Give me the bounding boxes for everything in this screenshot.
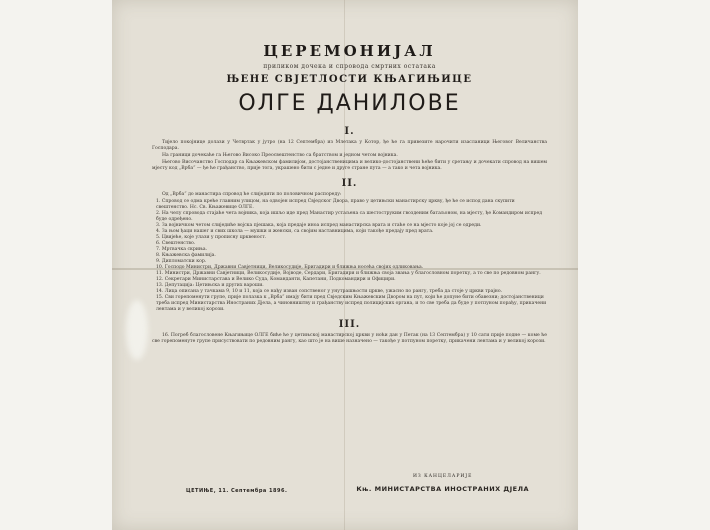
document-subtitle: приликом дочека и спровода смртних остатака bbox=[263, 63, 436, 70]
section-1-paragraph: Тијело покојнице долази у Четвртак у јутро (на 12 Септембра) из Млетака у Котор, ђе ће га привезите нарочити изасланици Његовог Величанства Господара. bbox=[152, 140, 547, 151]
section-1-paragraph: Његово Височанство Господар са Књажевском фамилијом, достојанственицима и велико-достојанствени ћеће бити у сретању и дочекати спровод на вишем мјесту код „Врба“ — ђе ће грађанство, прије тога, украшено бити с једне и друге стране пута — а тако и чета војника. bbox=[152, 160, 547, 171]
section-2-item: 7. Мртвачка скриња. bbox=[156, 247, 208, 252]
office-signature bbox=[356, 474, 529, 493]
section-2-item: 4. За њом ђаци нашег и свих школа — мушки и женски, са својим наставницима, који такође предају пред врата. bbox=[156, 229, 434, 234]
section-2-item: 1. Спровод се одма креће главним улицом, на одвојен испред Свједског Двора, право у цетињски манастирску цркву, ђе ће се испод дана скупити свештенство. Нс. Св. Књажевице ОЛГЕ. bbox=[156, 199, 515, 210]
section-1-paragraph: На граници дочекаће га Његово Високо Преосвештенство са братством и једном четом војника. bbox=[162, 153, 398, 158]
office-line-2: Књ. МИНИСТАРСТВА ИНОСТРАНИХ ДЈЕЛА bbox=[356, 485, 529, 493]
section-2-item: 3. За војничком четом слиједиће војска пјешака, која предаје иноа испред манастирска врата и стаће се на мјесто које јој се одреди. bbox=[156, 223, 482, 228]
document-footer bbox=[152, 466, 547, 506]
section-2-item: 9. Дипломатски кор. bbox=[156, 259, 207, 264]
section-2-item: 15. Сви горепоменути групе, прије полазка к „Врба“ имају бити пред Свједским Књажевским Двором на пут, који ће допуне бити обавезни; достојанственици треба испред Министарства Иностраних Дјела, а чиновништву и грађанству испред полицијских органа, и то све треба да буде у потпуном порађу, прикачени лентама и у великој корози. bbox=[156, 295, 547, 312]
section-3-paragraph: 16. Погреб благословене Књагињице ОЛГЕ биће ће у цетињској манастирској цркви у ноћи дан у Петак (на 13 Септембра) у 10 сати прије подне — коме ће све горепоменуте групе присуствовати по редовним рангу, као што је на више назначено — такође у потпуном поретку, прикачени лентама и у великој корози. bbox=[152, 333, 547, 344]
document-title-name: ОЛГЕ ДАНИЛОВЕ bbox=[238, 91, 461, 116]
document-title: ЦЕРЕМОНИЈАЛ bbox=[263, 42, 436, 60]
document-body bbox=[152, 34, 547, 346]
section-2-intro: Од „Врба“ до манастира спровод ће слиједити по половичном распореду: bbox=[162, 192, 342, 197]
section-2-item: 14. Лица описана у тачкама 9, 10 и 11, која се нађу изван сопственог у унутрашњости цркве, ужасно по рангу, треба да стоје у цркви трајно. bbox=[156, 289, 503, 294]
section-1-heading: I. bbox=[344, 126, 355, 137]
document-title-secondary: ЊЕНЕ СВЈЕТЛОСТИ КЊАГИЊИЦЕ bbox=[226, 74, 473, 85]
section-2-item: 6. Свештенство. bbox=[156, 241, 196, 246]
section-2-item: 10. Господо Министри, Државни Савјетници, Великосудије, Бригадири и ближња носећа својих одликовања. bbox=[156, 265, 424, 270]
document-sheet bbox=[112, 0, 578, 530]
section-2-item: 12. Секретари Министарстава и Велико Суда, Команданти, Капетани, Подкомандири и Официри. bbox=[156, 277, 396, 282]
section-2-item: 8. Књажевска фамилија. bbox=[156, 253, 216, 258]
section-2-item: 11. Министри, Државни Савјетници, Великосудије, Војводе, Сердари, Бригадири и ближња своја звања у благословном поретку, а то све по редовном рангу. bbox=[156, 271, 541, 276]
paper-stain bbox=[126, 300, 148, 360]
section-2-item: 2. На челу спровода стајаће чета војника, која ишљо иде пред Манастир устаљена са шестоструким гвозденим батаљоном, на мјесту, ђе Командиром испред буде одређено. bbox=[156, 211, 543, 222]
date-line: ЦЕТИЊЕ, 11. Септембра 1896. bbox=[186, 488, 288, 494]
section-3-heading: III. bbox=[338, 319, 361, 330]
office-line-1: ИЗ КАНЦЕЛАРИЈЕ bbox=[412, 474, 473, 479]
section-2-heading: II. bbox=[341, 178, 358, 189]
section-2-item: 5. Цвијеће, које улази у прописну црквеност. bbox=[156, 235, 267, 240]
section-2-item: 13. Депутација: Цетињска и других вароши. bbox=[156, 283, 264, 288]
